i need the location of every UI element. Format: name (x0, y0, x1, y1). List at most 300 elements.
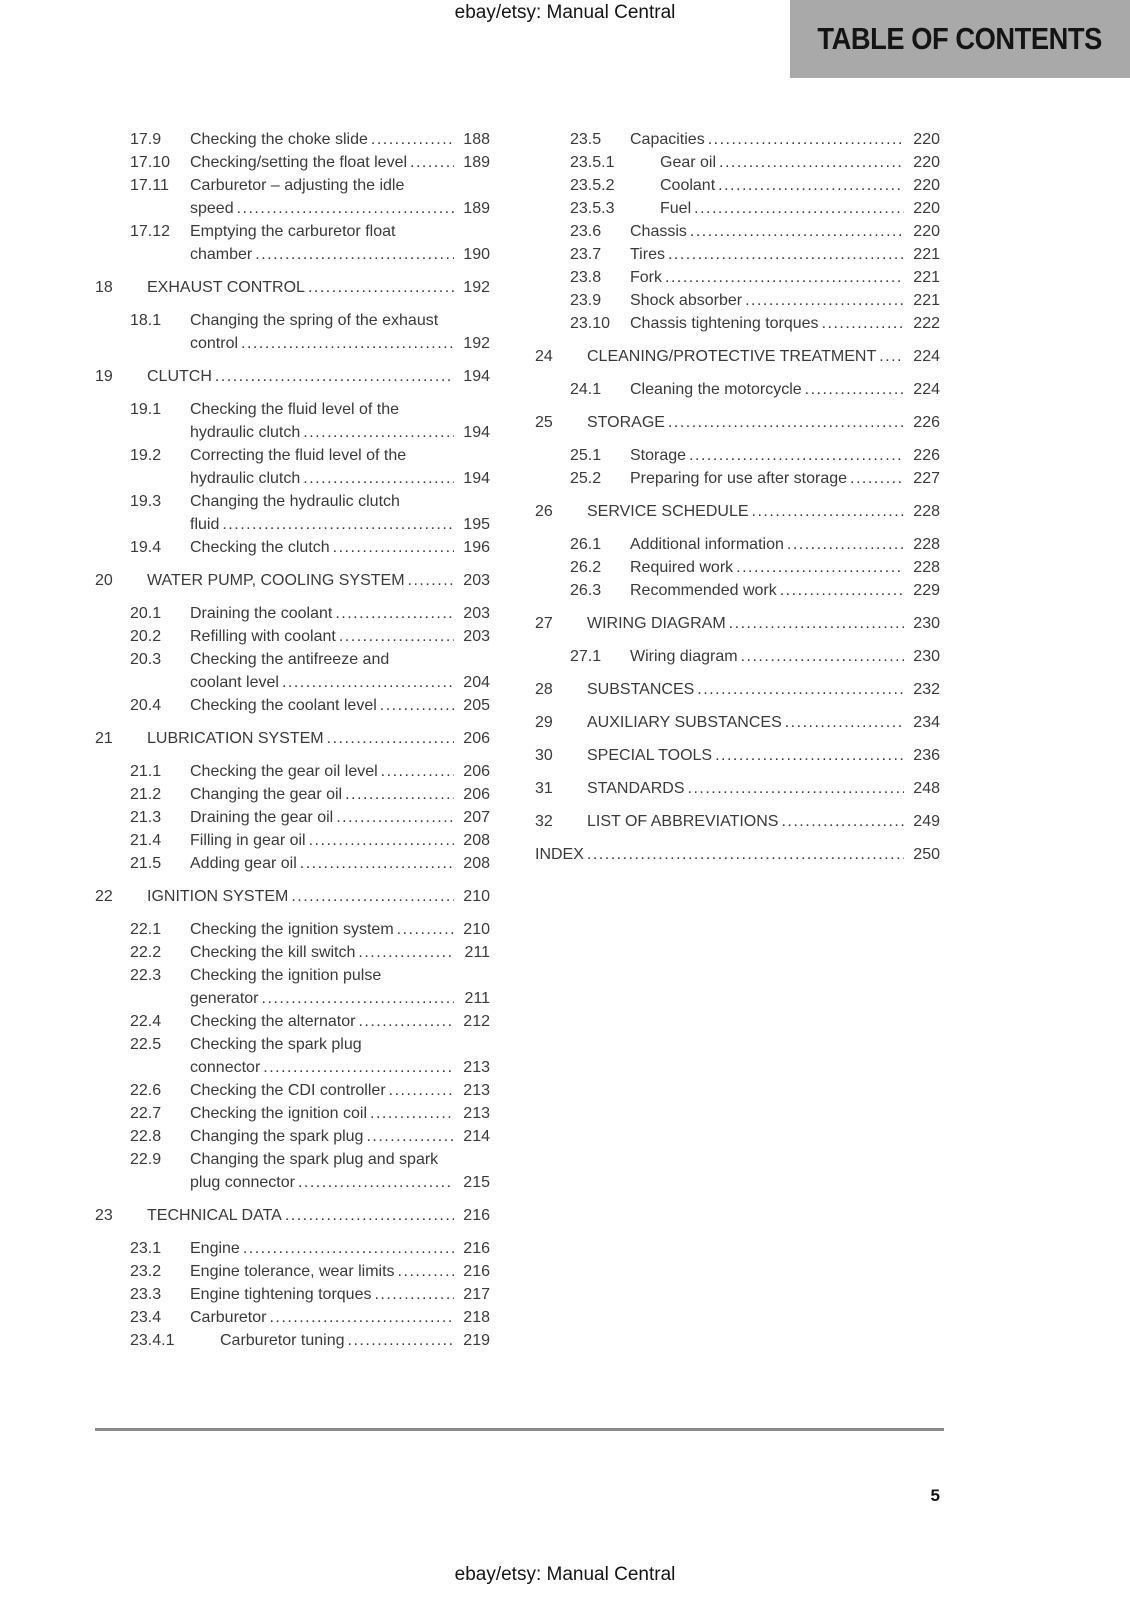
toc-entry-number: 17.12 (130, 223, 171, 240)
dot-leader (282, 1204, 454, 1227)
toc-entry (95, 1010, 490, 1033)
table-of-contents-banner (790, 0, 1130, 78)
toc-entry-title: Checking the gear oil level (190, 763, 378, 780)
dot-leader (279, 671, 454, 694)
toc-entry-page: 211 (464, 990, 490, 1007)
toc-entry-line (147, 365, 490, 388)
toc-entry-line (190, 421, 490, 444)
toc-entry-line (190, 513, 490, 536)
toc-entry-title: Checking the spark plug (190, 1036, 362, 1053)
toc-entry-number: 23.7 (570, 246, 602, 263)
toc-entry-number: 23 (95, 1207, 113, 1224)
toc-entry-title: LUBRICATION SYSTEM (147, 730, 324, 747)
toc-entry-number: 22.1 (130, 921, 162, 938)
toc-entry-page: 228 (913, 536, 940, 553)
dot-leader (685, 777, 905, 800)
toc-entry-page: 210 (463, 888, 490, 905)
toc-entry-number: 26 (535, 503, 553, 520)
toc-entry-number: 22.7 (130, 1105, 162, 1122)
toc-entry (95, 128, 490, 151)
toc-entry-number: 31 (535, 780, 553, 797)
toc-entry (95, 444, 490, 490)
toc-entry-page: 221 (913, 292, 940, 309)
toc-entry (95, 398, 490, 444)
toc-entry-page: 219 (463, 1332, 490, 1349)
toc-entry-page: 211 (464, 944, 490, 961)
toc-entry-page: 208 (463, 855, 490, 872)
toc-entry-page: 224 (913, 348, 940, 365)
toc-entry-number: 17.10 (130, 154, 171, 171)
toc-entry-number: 23.3 (130, 1286, 162, 1303)
dot-leader (252, 243, 454, 266)
toc-entry-body (630, 444, 940, 467)
toc-entry-line (190, 1148, 490, 1171)
toc-entry-body (147, 276, 490, 299)
toc-entry-body (190, 151, 490, 174)
toc-entry (95, 727, 490, 750)
toc-entry (95, 309, 490, 355)
toc-entry-body (190, 490, 490, 536)
toc-entry-line (190, 1237, 490, 1260)
toc-entry-line (190, 332, 490, 355)
toc-entry (535, 345, 940, 368)
toc-entry-title: Storage (630, 447, 687, 464)
toc-entry-line (587, 711, 940, 734)
toc-entry-line (630, 128, 940, 151)
toc-entry-title: Correcting the fluid level of the (190, 447, 407, 464)
toc-entry-body (660, 174, 940, 197)
toc-entry-line (587, 612, 940, 635)
toc-entry (535, 312, 940, 335)
toc-entry-page: 218 (463, 1309, 490, 1326)
toc-entry-page: 210 (463, 921, 490, 938)
toc-entry-body (190, 1148, 490, 1194)
toc-entry-body (587, 678, 940, 701)
toc-entry-page: 221 (913, 246, 940, 263)
toc-entry-number: 23.4.1 (130, 1332, 175, 1349)
toc-entry-title: Checking the ignition coil (190, 1105, 367, 1122)
toc-entry-title: Checking/setting the float level (190, 154, 408, 171)
toc-entry-title: Gear oil (660, 154, 717, 171)
toc-entry-page: 215 (463, 1174, 490, 1191)
toc-entry-body (190, 1237, 490, 1260)
dot-leader (330, 536, 454, 559)
toc-entry-line (587, 678, 940, 701)
dot-leader (332, 602, 454, 625)
dot-leader (819, 312, 904, 335)
dot-leader (782, 711, 904, 734)
toc-entry-body (630, 533, 940, 556)
toc-entry-title: coolant level (190, 674, 279, 691)
dot-leader (662, 266, 904, 289)
toc-entry-number: 21.5 (130, 855, 162, 872)
dot-leader (665, 411, 904, 434)
toc-entry-line (190, 760, 490, 783)
toc-entry (95, 602, 490, 625)
dot-leader (212, 365, 454, 388)
toc-entry-page: 234 (913, 714, 940, 731)
dot-leader (694, 678, 904, 701)
toc-entry-body (630, 467, 940, 490)
toc-entry-page: 207 (463, 809, 490, 826)
toc-entry-title: Checking the clutch (190, 539, 330, 556)
toc-entry-body (630, 378, 940, 401)
toc-entry-title: Changing the spring of the exhaust (190, 312, 439, 329)
toc-entry-body (190, 1283, 490, 1306)
toc-entry-title: Capacities (630, 131, 705, 148)
toc-entry-line (190, 1306, 490, 1329)
toc-entry (535, 843, 940, 866)
toc-entry-page: 214 (463, 1128, 490, 1145)
header-site-label: ebay/etsy: Manual Central (454, 2, 676, 23)
toc-entry (95, 220, 490, 266)
toc-entry-line (190, 671, 490, 694)
toc-entry (95, 885, 490, 908)
toc-entry-line (190, 783, 490, 806)
toc-entry (95, 783, 490, 806)
toc-entry-title: speed (190, 200, 234, 217)
toc-entry-title: STANDARDS (587, 780, 685, 797)
toc-entry-title: Cleaning the motorcycle (630, 381, 802, 398)
toc-entry-page: 220 (913, 131, 940, 148)
toc-entry-title: Engine (190, 1240, 240, 1257)
toc-entry-number: 17.11 (130, 177, 169, 194)
toc-entry-number: 18 (95, 279, 113, 296)
dot-leader (297, 852, 454, 875)
toc-entry-number: 30 (535, 747, 553, 764)
toc-entry-title: Recommended work (630, 582, 777, 599)
toc-entry-number: 22.9 (130, 1151, 162, 1168)
toc-entry-number: 20.3 (130, 651, 162, 668)
toc-entry-page: 208 (463, 832, 490, 849)
toc-entry-number: 19 (95, 368, 113, 385)
toc-entry-title: WIRING DIAGRAM (587, 615, 726, 632)
toc-entry-line (190, 829, 490, 852)
toc-entry-line (147, 885, 490, 908)
toc-entry-body (190, 1033, 490, 1079)
toc-entry (95, 964, 490, 1010)
toc-entry-body (660, 197, 940, 220)
toc-entry-number: 23.9 (570, 292, 602, 309)
toc-entry (95, 852, 490, 875)
dot-leader (377, 694, 454, 717)
toc-entry-line (190, 174, 490, 197)
toc-entry (535, 151, 940, 174)
dot-leader (394, 918, 454, 941)
toc-entry (95, 536, 490, 559)
toc-entry-page: 212 (463, 1013, 490, 1030)
toc-entry-body (190, 1125, 490, 1148)
toc-entry-body (190, 852, 490, 875)
toc-entry-number: 20.1 (130, 605, 162, 622)
toc-entry-line (190, 243, 490, 266)
toc-entry (535, 378, 940, 401)
toc-entry-number: 19.4 (130, 539, 162, 556)
toc-entry-body (587, 810, 940, 833)
dot-leader (240, 1237, 454, 1260)
toc-column-right (535, 128, 940, 1352)
dot-leader (778, 810, 904, 833)
toc-entry (95, 760, 490, 783)
toc-entry (95, 365, 490, 388)
toc-entry-line (587, 411, 940, 434)
dot-leader (219, 513, 454, 536)
toc-entry-title: Carburetor (190, 1309, 267, 1326)
toc-entry-line (630, 220, 940, 243)
dot-leader (260, 1056, 454, 1079)
page-number: 5 (930, 1486, 940, 1505)
toc-entry-title: Required work (630, 559, 734, 576)
toc-entry-number: 23.8 (570, 269, 602, 286)
toc-entry-line (190, 536, 490, 559)
toc-entry-number: 24.1 (570, 381, 602, 398)
toc-entry-page: 216 (463, 1263, 490, 1280)
toc-entry-number: 19.3 (130, 493, 162, 510)
toc-entry-title: control (190, 335, 239, 352)
toc-entry (95, 276, 490, 299)
dot-leader (716, 151, 904, 174)
toc-entry (535, 579, 940, 602)
dot-leader (726, 612, 904, 635)
toc-entry-page: 217 (463, 1286, 490, 1303)
toc-entry (95, 1329, 490, 1352)
toc-entry-page: 250 (913, 846, 940, 863)
toc-entry-body (190, 829, 490, 852)
dot-leader (345, 1329, 454, 1352)
toc-entry-line (587, 500, 940, 523)
toc-entry-title: Checking the ignition pulse (190, 967, 382, 984)
toc-entry-number: 27.1 (570, 648, 602, 665)
toc-entry-page: 227 (913, 470, 940, 487)
toc-entry-body (630, 289, 940, 312)
toc-entry-title: chamber (190, 246, 253, 263)
toc-entry-page: 228 (913, 559, 940, 576)
dot-leader (363, 1125, 454, 1148)
toc-entry-title: plug connector (190, 1174, 295, 1191)
toc-entry (535, 500, 940, 523)
toc-entry-line (190, 987, 490, 1010)
toc-entry-line (190, 852, 490, 875)
toc-entry-line (630, 645, 940, 668)
dot-leader (712, 744, 904, 767)
toc-entry (95, 648, 490, 694)
toc-entry-body (190, 128, 490, 151)
toc-entry-line (190, 220, 490, 243)
toc-entry-body (535, 843, 940, 866)
dot-leader (738, 645, 904, 668)
toc-entry-page: 206 (463, 730, 490, 747)
toc-entry (95, 1306, 490, 1329)
toc-entry-line (630, 533, 940, 556)
toc-entry (535, 711, 940, 734)
toc-entry-number: 23.10 (570, 315, 611, 332)
toc-entry-page: 228 (913, 503, 940, 520)
toc-entry-body (190, 220, 490, 266)
toc-entry-page: 203 (463, 572, 490, 589)
toc-entry-title: Additional information (630, 536, 784, 553)
toc-entry-line (190, 444, 490, 467)
toc-entry-title: Engine tolerance, wear limits (190, 1263, 395, 1280)
dot-leader (584, 843, 904, 866)
toc-entry-page: 192 (463, 279, 490, 296)
toc-entry (535, 678, 940, 701)
toc-entry-page: 220 (913, 154, 940, 171)
toc-entry-title: Draining the gear oil (190, 809, 334, 826)
toc-entry-title: CLUTCH (147, 368, 212, 385)
toc-entry-title: STORAGE (587, 414, 665, 431)
toc-entry (535, 533, 940, 556)
toc-entry-line (190, 128, 490, 151)
toc-entry (535, 220, 940, 243)
toc-entry-number: 20 (95, 572, 113, 589)
toc-entry-title: SPECIAL TOOLS (587, 747, 713, 764)
toc-entry-number: 27 (535, 615, 553, 632)
toc-entry-title: Checking the ignition system (190, 921, 394, 938)
toc-entry-title: Fork (630, 269, 662, 286)
toc-entry-title: fluid (190, 516, 220, 533)
toc-entry-title: hydraulic clutch (190, 424, 301, 441)
toc-entry (535, 467, 940, 490)
toc-entry-line (630, 378, 940, 401)
toc-entry-body (220, 1329, 490, 1352)
toc-entry (95, 1033, 490, 1079)
toc-entry-body (587, 711, 940, 734)
toc-entry-page: 195 (463, 516, 490, 533)
toc-entry-page: 213 (463, 1082, 490, 1099)
toc-entry (95, 941, 490, 964)
toc-entry-body (587, 411, 940, 434)
toc-entry-body (190, 648, 490, 694)
toc-entry-title: Preparing for use after storage (630, 470, 848, 487)
toc-entry-line (190, 964, 490, 987)
toc-entry-title: connector (190, 1059, 261, 1076)
toc-entry-number: 23.5.2 (570, 177, 615, 194)
toc-entry-line (660, 151, 940, 174)
toc-entry-page: 206 (463, 786, 490, 803)
toc-entry-title: Checking the fluid level of the (190, 401, 400, 418)
toc-entry-page: 213 (463, 1105, 490, 1122)
dot-leader (687, 220, 904, 243)
toc-entry-number: 18.1 (130, 312, 162, 329)
toc-entry-title: IGNITION SYSTEM (147, 888, 289, 905)
toc-entry-number: 26.2 (570, 559, 602, 576)
toc-entry (95, 1283, 490, 1306)
toc-entry-title: Chassis (630, 223, 687, 240)
toc-entry-number: 21.1 (130, 763, 162, 780)
toc-entry-body (147, 727, 490, 750)
toc-entry-page: 194 (463, 368, 490, 385)
toc-entry (95, 829, 490, 852)
toc-columns (95, 128, 940, 1352)
toc-entry-body (190, 1010, 490, 1033)
toc-entry-title: Draining the coolant (190, 605, 333, 622)
toc-entry (535, 128, 940, 151)
dot-leader (665, 243, 904, 266)
toc-entry-body (660, 151, 940, 174)
toc-entry-body (630, 579, 940, 602)
toc-entry-body (630, 312, 940, 335)
dot-leader (407, 151, 454, 174)
toc-entry (95, 174, 490, 220)
toc-entry-line (220, 1329, 490, 1352)
toc-entry-line (660, 174, 940, 197)
toc-entry (95, 1079, 490, 1102)
toc-entry-page: 189 (463, 200, 490, 217)
toc-column-left (95, 128, 490, 1352)
toc-entry-title: AUXILIARY SUBSTANCES (587, 714, 782, 731)
toc-entry-line (190, 648, 490, 671)
toc-entry-line (587, 744, 940, 767)
toc-entry-body (587, 345, 940, 368)
toc-entry-body (630, 243, 940, 266)
toc-entry-page: 236 (913, 747, 940, 764)
dot-leader (306, 829, 454, 852)
toc-entry-line (190, 467, 490, 490)
toc-entry-page: 203 (463, 605, 490, 622)
toc-entry-title: Adding gear oil (190, 855, 297, 872)
toc-entry-number: 21 (95, 730, 113, 747)
toc-entry-page: 220 (913, 200, 940, 217)
toc-entry-number: 32 (535, 813, 553, 830)
toc-entry-body (190, 444, 490, 490)
toc-entry (95, 151, 490, 174)
toc-entry-page: 249 (913, 813, 940, 830)
toc-entry-body (147, 569, 490, 592)
dot-leader (733, 556, 904, 579)
toc-entry-title: Chassis tightening torques (630, 315, 819, 332)
toc-entry-title: SUBSTANCES (587, 681, 695, 698)
toc-entry (95, 569, 490, 592)
toc-entry (535, 174, 940, 197)
toc-entry-title: Carburetor tuning (220, 1332, 345, 1349)
toc-entry-body (147, 1204, 490, 1227)
toc-entry-line (190, 1033, 490, 1056)
toc-entry-title: Checking the kill switch (190, 944, 356, 961)
toc-entry-body (190, 398, 490, 444)
toc-entry-title: hydraulic clutch (190, 470, 301, 487)
toc-entry-line (190, 197, 490, 220)
toc-entry-line (630, 556, 940, 579)
toc-entry-body (587, 500, 940, 523)
toc-entry-number: 23.2 (130, 1263, 162, 1280)
toc-entry-number: 22.2 (130, 944, 162, 961)
toc-entry-page: 222 (913, 315, 940, 332)
toc-entry-title: Changing the gear oil (190, 786, 343, 803)
toc-entry-body (147, 365, 490, 388)
toc-entry-number: 22.3 (130, 967, 162, 984)
toc-entry-number: 17.9 (130, 131, 162, 148)
toc-entry-page: 230 (913, 615, 940, 632)
toc-entry-body (190, 1102, 490, 1125)
toc-entry (535, 777, 940, 800)
toc-entry-title: Checking the coolant level (190, 697, 377, 714)
toc-entry-page: 216 (463, 1207, 490, 1224)
toc-entry-body (630, 128, 940, 151)
toc-entry-page: 220 (913, 177, 940, 194)
toc-entry-body (190, 602, 490, 625)
toc-entry-page: 192 (463, 335, 490, 352)
dot-leader (742, 289, 904, 312)
toc-entry-page: 232 (913, 681, 940, 698)
toc-entry (535, 197, 940, 220)
toc-entry-line (190, 151, 490, 174)
dot-leader (395, 1260, 454, 1283)
toc-entry-line (190, 694, 490, 717)
toc-entry-page: 226 (913, 414, 940, 431)
toc-entry-number: 19.1 (130, 401, 162, 418)
toc-entry-body (190, 783, 490, 806)
dot-leader (378, 760, 454, 783)
